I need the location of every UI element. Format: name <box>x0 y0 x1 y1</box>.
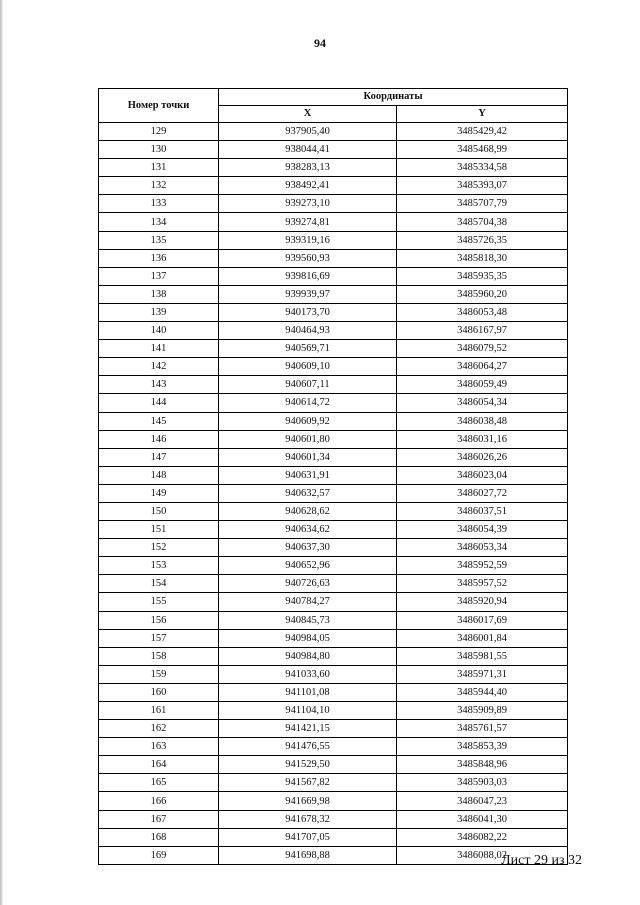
point-number-cell: 162 <box>99 720 219 738</box>
page-number: 94 <box>314 36 326 50</box>
y-coordinate-cell: 3486053,34 <box>397 539 568 557</box>
x-coordinate-cell: 941421,15 <box>219 720 397 738</box>
x-coordinate-cell: 940634,62 <box>219 521 397 539</box>
y-coordinate-cell: 3486023,04 <box>397 466 568 484</box>
x-coordinate-cell: 941567,82 <box>219 774 397 792</box>
y-coordinate-cell: 3486026,26 <box>397 448 568 466</box>
point-number-cell: 134 <box>99 213 219 231</box>
point-number-cell: 149 <box>99 484 219 502</box>
point-number-cell: 154 <box>99 575 219 593</box>
table-row <box>99 159 568 177</box>
table-row <box>99 557 568 575</box>
x-coordinate-cell: 940609,10 <box>219 358 397 376</box>
point-number-cell: 168 <box>99 828 219 846</box>
y-coordinate-cell: 3486038,48 <box>397 412 568 430</box>
x-coordinate-cell: 940614,72 <box>219 394 397 412</box>
point-number-cell: 159 <box>99 665 219 683</box>
point-number-cell: 141 <box>99 340 219 358</box>
point-number-cell: 160 <box>99 683 219 701</box>
x-coordinate-cell: 939816,69 <box>219 267 397 285</box>
point-number-cell: 161 <box>99 702 219 720</box>
point-number-cell: 146 <box>99 430 219 448</box>
x-coordinate-cell: 939274,81 <box>219 213 397 231</box>
x-coordinate-cell: 941669,98 <box>219 792 397 810</box>
y-coordinate-cell: 3485334,58 <box>397 159 568 177</box>
table-row <box>99 647 568 665</box>
table-row <box>99 394 568 412</box>
x-coordinate-cell: 940173,70 <box>219 303 397 321</box>
table-row <box>99 466 568 484</box>
x-coordinate-cell: 937905,40 <box>219 123 397 141</box>
x-coordinate-cell: 941101,08 <box>219 683 397 701</box>
point-number-cell: 167 <box>99 810 219 828</box>
x-coordinate-cell: 940609,92 <box>219 412 397 430</box>
x-coordinate-cell: 940569,71 <box>219 340 397 358</box>
x-coordinate-cell: 940601,80 <box>219 430 397 448</box>
y-coordinate-cell: 3486041,30 <box>397 810 568 828</box>
table-row <box>99 792 568 810</box>
x-coordinate-cell: 940845,73 <box>219 611 397 629</box>
x-coordinate-cell: 940984,80 <box>219 647 397 665</box>
point-number-cell: 136 <box>99 249 219 267</box>
point-number-cell: 129 <box>99 123 219 141</box>
table-row <box>99 828 568 846</box>
header-point-number: Номер точки <box>99 89 219 123</box>
y-coordinate-cell: 3485935,35 <box>397 267 568 285</box>
y-coordinate-cell: 3485393,07 <box>397 177 568 195</box>
y-coordinate-cell: 3485704,38 <box>397 213 568 231</box>
x-coordinate-cell: 941476,55 <box>219 738 397 756</box>
table-row <box>99 521 568 539</box>
x-coordinate-cell: 941678,32 <box>219 810 397 828</box>
point-number-cell: 140 <box>99 322 219 340</box>
y-coordinate-cell: 3485726,35 <box>397 231 568 249</box>
point-number-cell: 144 <box>99 394 219 412</box>
point-number-cell: 151 <box>99 521 219 539</box>
point-number-cell: 156 <box>99 611 219 629</box>
y-coordinate-cell: 3485920,94 <box>397 593 568 611</box>
point-number-cell: 139 <box>99 303 219 321</box>
point-number-cell: 133 <box>99 195 219 213</box>
point-number-cell: 131 <box>99 159 219 177</box>
table-row <box>99 195 568 213</box>
table-row <box>99 213 568 231</box>
point-number-cell: 152 <box>99 539 219 557</box>
y-coordinate-cell: 3486082,22 <box>397 828 568 846</box>
point-number-cell: 166 <box>99 792 219 810</box>
y-coordinate-cell: 3485468,99 <box>397 141 568 159</box>
table-row <box>99 502 568 520</box>
y-coordinate-cell: 3485707,79 <box>397 195 568 213</box>
table-row <box>99 629 568 647</box>
table-row <box>99 484 568 502</box>
point-number-cell: 153 <box>99 557 219 575</box>
point-number-cell: 164 <box>99 756 219 774</box>
point-number-cell: 148 <box>99 466 219 484</box>
y-coordinate-cell: 3486088,02 <box>397 846 568 864</box>
x-coordinate-cell: 941104,10 <box>219 702 397 720</box>
y-coordinate-cell: 3485957,52 <box>397 575 568 593</box>
y-coordinate-cell: 3486054,34 <box>397 394 568 412</box>
header-y: Y <box>397 106 568 123</box>
table-row <box>99 611 568 629</box>
x-coordinate-cell: 938044,41 <box>219 141 397 159</box>
y-coordinate-cell: 3486047,23 <box>397 792 568 810</box>
x-coordinate-cell: 940601,34 <box>219 448 397 466</box>
point-number-cell: 163 <box>99 738 219 756</box>
point-number-cell: 155 <box>99 593 219 611</box>
table-row <box>99 267 568 285</box>
table-row <box>99 738 568 756</box>
y-coordinate-cell: 3486059,49 <box>397 376 568 394</box>
y-coordinate-cell: 3485853,39 <box>397 738 568 756</box>
y-coordinate-cell: 3486037,51 <box>397 502 568 520</box>
table-row <box>99 448 568 466</box>
y-coordinate-cell: 3486079,52 <box>397 340 568 358</box>
y-coordinate-cell: 3485761,57 <box>397 720 568 738</box>
point-number-cell: 147 <box>99 448 219 466</box>
point-number-cell: 165 <box>99 774 219 792</box>
point-number-cell: 132 <box>99 177 219 195</box>
y-coordinate-cell: 3486001,84 <box>397 629 568 647</box>
y-coordinate-cell: 3486167,97 <box>397 322 568 340</box>
y-coordinate-cell: 3485981,55 <box>397 647 568 665</box>
table-row <box>99 774 568 792</box>
point-number-cell: 150 <box>99 502 219 520</box>
page-edge-shadow <box>0 0 3 905</box>
x-coordinate-cell: 940784,27 <box>219 593 397 611</box>
point-number-cell: 138 <box>99 285 219 303</box>
x-coordinate-cell: 940984,05 <box>219 629 397 647</box>
y-coordinate-cell: 3485944,40 <box>397 683 568 701</box>
point-number-cell: 143 <box>99 376 219 394</box>
y-coordinate-cell: 3486053,48 <box>397 303 568 321</box>
table-row <box>99 123 568 141</box>
table-row <box>99 539 568 557</box>
x-coordinate-cell: 940726,63 <box>219 575 397 593</box>
table-row <box>99 358 568 376</box>
sheet-counter: Лист 29 из 32 <box>501 853 582 868</box>
table-row <box>99 285 568 303</box>
x-coordinate-cell: 941707,05 <box>219 828 397 846</box>
table-row <box>99 702 568 720</box>
point-number-cell: 142 <box>99 358 219 376</box>
point-number-cell: 157 <box>99 629 219 647</box>
x-coordinate-cell: 940637,30 <box>219 539 397 557</box>
y-coordinate-cell: 3486027,72 <box>397 484 568 502</box>
table-row <box>99 249 568 267</box>
table-row <box>99 810 568 828</box>
y-coordinate-cell: 3486017,69 <box>397 611 568 629</box>
table-row <box>99 720 568 738</box>
x-coordinate-cell: 939560,93 <box>219 249 397 267</box>
table-row <box>99 593 568 611</box>
table-row <box>99 756 568 774</box>
point-number-cell: 145 <box>99 412 219 430</box>
y-coordinate-cell: 3485971,31 <box>397 665 568 683</box>
x-coordinate-cell: 939319,16 <box>219 231 397 249</box>
x-coordinate-cell: 938283,13 <box>219 159 397 177</box>
point-number-cell: 130 <box>99 141 219 159</box>
table-row <box>99 177 568 195</box>
header-x: X <box>219 106 397 123</box>
point-number-cell: 137 <box>99 267 219 285</box>
table-row <box>99 340 568 358</box>
x-coordinate-cell: 940628,62 <box>219 502 397 520</box>
table-row <box>99 376 568 394</box>
y-coordinate-cell: 3486064,27 <box>397 358 568 376</box>
y-coordinate-cell: 3485952,59 <box>397 557 568 575</box>
x-coordinate-cell: 940464,93 <box>219 322 397 340</box>
table-row <box>99 665 568 683</box>
x-coordinate-cell: 941033,60 <box>219 665 397 683</box>
table-row <box>99 683 568 701</box>
x-coordinate-cell: 940632,57 <box>219 484 397 502</box>
table-row <box>99 575 568 593</box>
table-row <box>99 322 568 340</box>
x-coordinate-cell: 941529,50 <box>219 756 397 774</box>
x-coordinate-cell: 940607,11 <box>219 376 397 394</box>
x-coordinate-cell: 940652,96 <box>219 557 397 575</box>
point-number-cell: 135 <box>99 231 219 249</box>
header-coordinates: Координаты <box>219 89 568 106</box>
table-body <box>99 123 568 865</box>
table-row <box>99 430 568 448</box>
table-row <box>99 141 568 159</box>
y-coordinate-cell: 3485903,03 <box>397 774 568 792</box>
point-number-cell: 158 <box>99 647 219 665</box>
y-coordinate-cell: 3486031,16 <box>397 430 568 448</box>
x-coordinate-cell: 941698,88 <box>219 846 397 864</box>
y-coordinate-cell: 3485848,96 <box>397 756 568 774</box>
x-coordinate-cell: 940631,91 <box>219 466 397 484</box>
y-coordinate-cell: 3485429,42 <box>397 123 568 141</box>
y-coordinate-cell: 3485818,30 <box>397 249 568 267</box>
y-coordinate-cell: 3485960,20 <box>397 285 568 303</box>
table-row <box>99 412 568 430</box>
y-coordinate-cell: 3485909,89 <box>397 702 568 720</box>
table-row <box>99 846 568 864</box>
x-coordinate-cell: 939273,10 <box>219 195 397 213</box>
x-coordinate-cell: 939939,97 <box>219 285 397 303</box>
coordinates-table <box>98 88 568 865</box>
x-coordinate-cell: 938492,41 <box>219 177 397 195</box>
point-number-cell: 169 <box>99 846 219 864</box>
y-coordinate-cell: 3486054,39 <box>397 521 568 539</box>
table-row <box>99 231 568 249</box>
table-row <box>99 303 568 321</box>
